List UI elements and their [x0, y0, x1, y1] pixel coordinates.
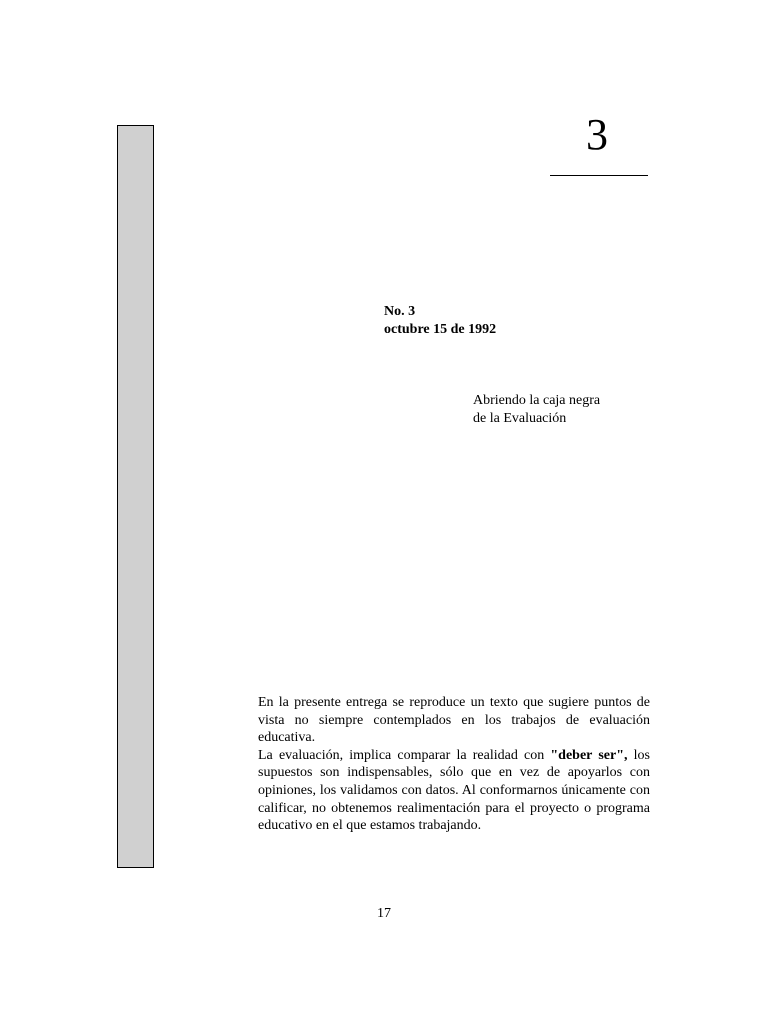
- subtitle-block: [473, 392, 600, 428]
- intro-paragraph-1: En la presente entrega se reproduce un texto que sugiere puntos de vista no siempre contemplados en los trabajos de evaluación educativa.: [258, 695, 650, 746]
- intro-paragraph-2-end: los supuestos son indispensables, sólo que en vez de apoyarlos con opiniones, los validamos con datos. Al conformarnos únicamente con calificar, no obtenemos realimentación para el proyecto o programa educativo en el que estamos trabajando.: [258, 747, 650, 834]
- intro-paragraph-2-start: La evaluación, implica comparar la realidad con: [258, 747, 551, 763]
- chapter-number: 3: [586, 110, 608, 159]
- subtitle-line-2: de la Evaluación: [473, 411, 567, 426]
- chapter-rule: [550, 175, 648, 176]
- issue-block: [384, 303, 496, 339]
- issue-date: octubre 15 de 1992: [384, 322, 497, 337]
- intro-text: [258, 694, 650, 835]
- page-number: 17: [377, 906, 391, 921]
- issue-number: No. 3: [384, 304, 416, 319]
- subtitle-line-1: Abriendo la caja negra: [473, 393, 601, 408]
- decorative-side-bar: [117, 125, 154, 868]
- intro-paragraph-2: [258, 747, 650, 835]
- intro-emphasis: "deber ser",: [550, 747, 628, 763]
